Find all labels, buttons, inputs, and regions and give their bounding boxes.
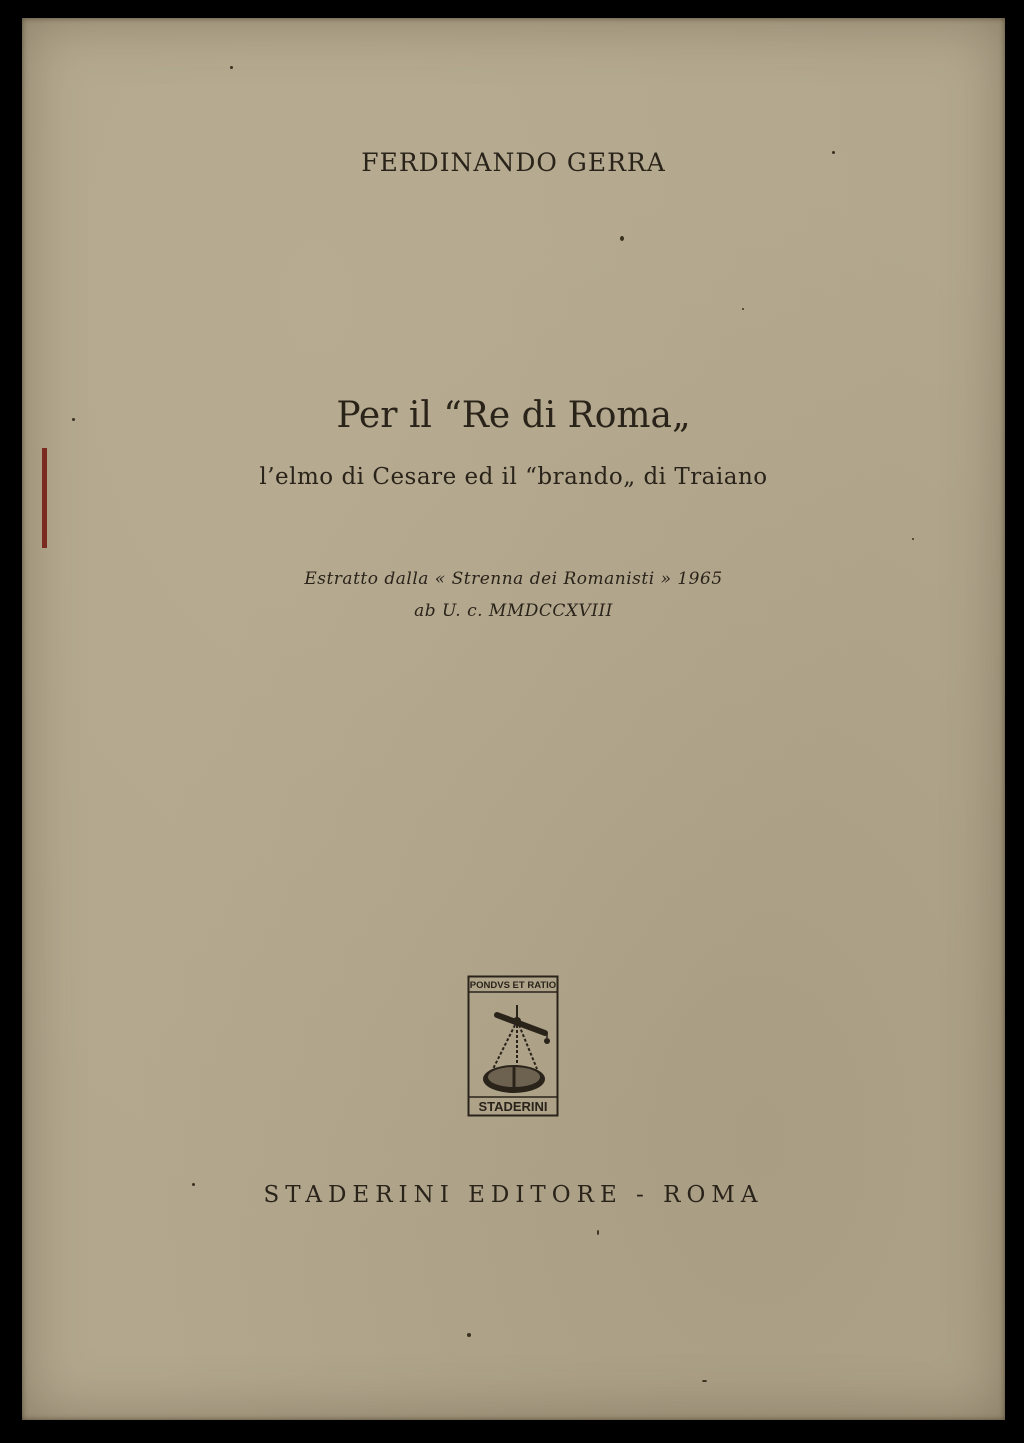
printer-mark-name: STADERINI (478, 1099, 548, 1114)
extract-date: ab U. c. MMDCCXVIII (414, 601, 613, 621)
printer-mark-motto: PONDVS ET RATIO (469, 980, 557, 991)
spine-binding-mark (42, 448, 47, 548)
paper-speck (230, 66, 233, 69)
staderini-printer-mark (467, 975, 559, 1117)
title: Per il “Re di Roma„ (336, 395, 691, 436)
author-name: FERDINANDO GERRA (361, 148, 666, 177)
paper-speck (597, 1230, 599, 1235)
paper-speck (620, 236, 624, 241)
paper-speck (467, 1333, 471, 1337)
extract-note: Estratto dalla « Strenna dei Romanisti » 1965 (304, 569, 723, 589)
steelyard-scale-icon (483, 1005, 550, 1093)
publisher-imprint: STADERINI EDITORE - ROMA (263, 1182, 764, 1208)
paper-speck (912, 538, 914, 540)
subtitle: l’elmo di Cesare ed il “brando„ di Traiano (259, 464, 768, 490)
paper-speck (702, 1380, 707, 1382)
paper-speck (742, 308, 744, 310)
pamphlet-cover (22, 18, 1005, 1420)
